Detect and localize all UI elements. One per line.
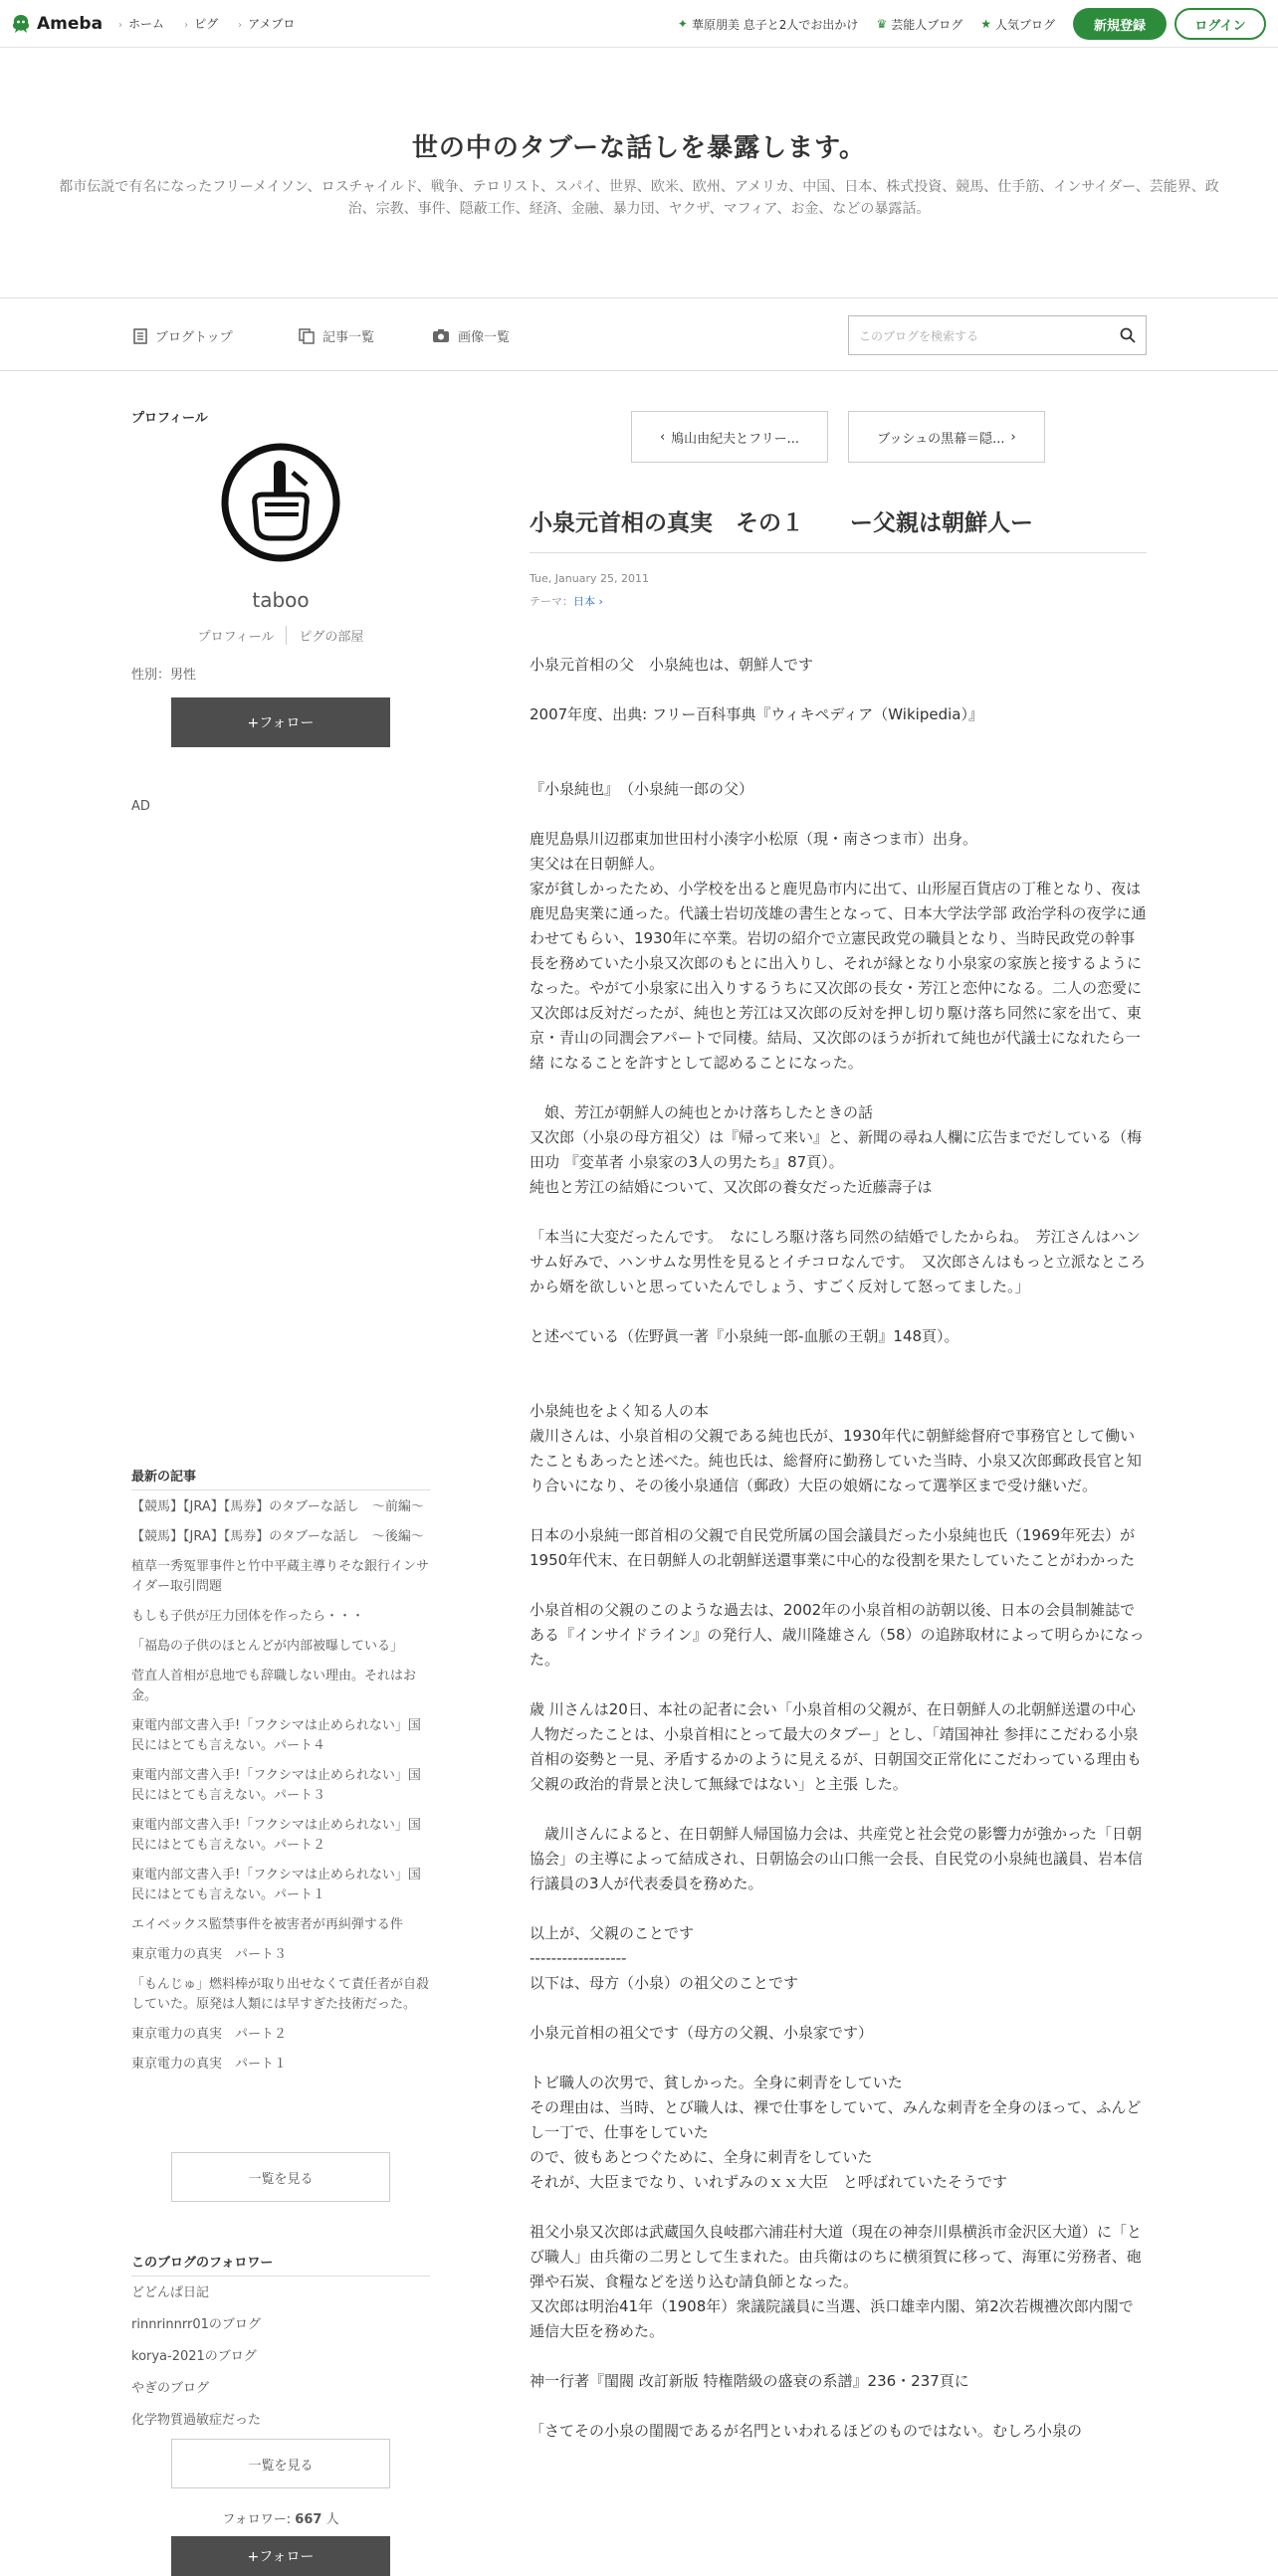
recent-see-all-button[interactable]: 一覧を見る <box>171 2152 390 2202</box>
entry-paragraph <box>530 678 1147 702</box>
recent-entries-list <box>131 1497 430 2084</box>
nav-ameblo[interactable]: › アメブロ <box>238 17 296 31</box>
entry-paragraph: 「さてその小泉の閨閥であるが名門といわれるほどのものではない。むしろ小泉の <box>530 2422 1083 2440</box>
blog-top-link[interactable]: ブログトップ <box>133 326 233 345</box>
entry-paragraph: 『小泉純也』 （小泉純一郎の父） <box>530 780 754 798</box>
entry-paragraph: 祖父小泉又次郎は武蔵国久良岐郡六浦荘村大道（現在の神奈川県横浜市金沢区大道）に「とび職人」由兵衛の二男として生まれた。由兵衛はのちに横須賀に移って、海軍に労務者、砲弾や石炭、食糧などを送り込む請負師となった。 <box>530 2223 1143 2290</box>
recent-entries-heading: 最新の記事 <box>131 1470 197 1485</box>
recent-entry-item[interactable]: 東京電力の真実 パート２ <box>131 2027 288 2042</box>
entry-paragraph: 実父は在日朝鮮人。 <box>530 855 665 873</box>
entry-paragraph: 小泉純也をよく知る人の本 <box>530 1402 710 1420</box>
entry-body <box>530 628 1147 2518</box>
recent-entry-item[interactable]: 東電内部文書入手!「フクシマは止められない」国民にはとても言えない。パート１ <box>131 1868 421 1902</box>
entry-paragraph <box>530 2046 1147 2071</box>
nav-home[interactable]: › ホーム <box>118 17 165 31</box>
blog-title[interactable]: 世の中のタブーな話しを暴露します。 <box>411 133 867 163</box>
follow-button-bottom[interactable]: +フォロー <box>171 2536 390 2576</box>
entry-paragraph: 又次郎は明治41年（1908年）衆議院議員に当選、浜口雄幸内閣、第2次若槻禮次郎内閣で逓信大臣を務めた。 <box>530 2297 1134 2340</box>
recent-entry-item[interactable]: 東電内部文書入手!「フクシマは止められない」国民にはとても言えない。パート２ <box>131 1818 421 1853</box>
crown-icon: ♛ <box>876 17 888 31</box>
entry-paragraph: と述べている（佐野眞一著『小泉純一郎-血脈の王朝』148頁）。 <box>530 1327 959 1345</box>
entry-paragraph <box>530 752 1147 777</box>
entry-paragraph <box>530 1076 1147 1100</box>
profile-name[interactable]: taboo <box>252 588 310 612</box>
copy-icon <box>299 328 315 344</box>
entry-paragraph <box>530 628 1147 653</box>
entry-paragraph <box>530 1797 1147 1822</box>
follower-item[interactable]: やぎのブログ <box>131 2381 210 2396</box>
profile-link[interactable]: プロフィール <box>197 630 275 645</box>
entry-paragraph: 娘、芳江が朝鮮人の純也とかけ落ちしたときの話 <box>530 1103 874 1121</box>
follow-button[interactable]: +フォロー <box>171 697 390 747</box>
global-nav <box>118 15 295 32</box>
profile-gender: 性別：男性 <box>131 668 197 683</box>
chevron-right-icon: › <box>118 20 123 31</box>
entry-paragraph <box>530 727 1147 752</box>
entry-paragraph: 以上が、父親のことです <box>530 1924 695 1942</box>
profile-heading: プロフィール <box>131 411 208 426</box>
ameba-logo-icon <box>10 13 32 35</box>
followers-see-all-button[interactable]: 一覧を見る <box>171 2439 390 2488</box>
next-entry-button[interactable]: ブッシュの黒幕＝隠... › <box>848 411 1045 463</box>
recent-entry-item[interactable]: 東電内部文書入手!「フクシマは止められない」国民にはとても言えない。パート３ <box>131 1768 421 1803</box>
entry-paragraph: トビ職人の次男で、貧しかった。全身に刺青をしていた <box>530 2074 903 2091</box>
follower-item[interactable]: 化学物質過敏症だった <box>131 2413 262 2428</box>
entry-title[interactable]: 小泉元首相の真実 その１ ー父親は朝鮮人ー <box>530 510 1033 536</box>
recent-entry-item[interactable]: エイベックス監禁事件を被害者が再糾弾する件 <box>131 1917 403 1932</box>
divider <box>131 2276 430 2277</box>
recent-entry-item[interactable]: 【競馬】【JRA】【馬券】のタブーな話し 〜後編〜 <box>131 1529 424 1544</box>
signup-button[interactable]: 新規登録 <box>1073 8 1167 40</box>
entry-paragraph: 神一行著『閨閥 改訂新版 特権階級の盛衰の系譜』236・237頁に <box>530 2372 969 2390</box>
popular-blog-link[interactable]: ★ 人気ブログ <box>980 17 1055 32</box>
entry-paragraph: 小泉元首相の父 小泉純也は、朝鮮人です <box>530 656 814 674</box>
search-icon[interactable] <box>1120 327 1136 343</box>
avatar[interactable] <box>221 443 340 562</box>
entry-theme: テーマ：日本 › <box>530 595 603 608</box>
camera-icon <box>432 328 450 343</box>
logo-text: Ameba <box>37 13 104 34</box>
global-right <box>678 8 1266 40</box>
prev-entry-button[interactable]: ‹ 鳩山由紀夫とフリー... <box>631 411 828 463</box>
entry-paragraph <box>530 1996 1147 2021</box>
nav-pigg[interactable]: › ピグ <box>184 17 219 31</box>
entry-paragraph: 歳川さんによると、在日朝鮮人帰国協力会は、共産党と社会党の影響力が強かった「日朝協会」の主導によって結成され、日朝協会の山口熊一会長、自民党の小泉純也議員、岩本信行議員の3人が代表委員を務めた。 <box>530 1825 1143 1892</box>
celebrity-blog-link[interactable]: ♛ 芸能人ブログ <box>876 17 963 32</box>
blog-nav <box>0 298 1278 371</box>
recent-entry-item[interactable]: 植草一秀冤罪事件と竹中平蔵主導りそな銀行インサイダー取引問題 <box>131 1559 430 1594</box>
followers-heading: このブログのフォロワー <box>131 2256 274 2271</box>
chevron-left-icon: ‹ <box>659 429 666 445</box>
follower-count-value: 667 <box>295 2512 322 2527</box>
entry-paragraph <box>530 1374 1147 1399</box>
entry-paragraph <box>530 2195 1147 2220</box>
ad-label: AD <box>131 799 150 814</box>
entry-paragraph: ------------------ <box>530 1949 627 1967</box>
follower-item[interactable]: どどんぱ日記 <box>131 2285 210 2300</box>
entry-list-link[interactable]: 記事一覧 <box>299 326 374 345</box>
entry-paragraph: ので、彼もあとつぐために、全身に刺青をしていた <box>530 2148 873 2166</box>
star-icon: ★ <box>980 17 991 31</box>
recent-entry-item[interactable]: 東京電力の真実 パート３ <box>131 1947 288 1962</box>
chevron-right-icon: › <box>184 20 189 31</box>
divider <box>131 1489 430 1490</box>
follower-item[interactable]: korya-2021のブログ <box>131 2349 257 2364</box>
entry-paragraph <box>530 2344 1147 2369</box>
theme-link[interactable]: 日本 <box>573 595 595 608</box>
entry-paragraph <box>530 1498 1147 1523</box>
entry-paragraph: それが、大臣までなり、いれずみのｘｘ大臣 と呼ばれていたそうです <box>530 2173 1008 2191</box>
document-icon <box>133 328 147 344</box>
entry-paragraph <box>530 1896 1147 1921</box>
entry-paragraph: 「本当に大変だったんです。 なにしろ駆け落ち同然の結婚でしたからね。 芳江さんはハンサム好みで、ハンサムな男性を見るとイチコロなんです。 又次郎さんはもっと立派なところから婿を欲しいと思っていたんでしょう、すごく反対して怒ってました。」 <box>530 1228 1146 1295</box>
image-list-link[interactable]: 画像一覧 <box>432 326 510 345</box>
entry-paragraph: 純也と芳江の結婚について、又次郎の養女だった近藤壽子は <box>530 1178 933 1196</box>
sparkle-icon: ✦ <box>677 17 688 31</box>
follower-item[interactable]: rinnrinnrr01のブログ <box>131 2317 261 2332</box>
pigg-room-link[interactable]: ピグの部屋 <box>286 626 375 645</box>
entry-paragraph: 歳川さんは、小泉首相の父親である純也氏が、1930年代に朝鮮総督府で事務官として働いたこともあったと述べた。純也氏は、総督府に勤務していた当時、小泉又次郎郵政長官と知り合いになり、その後小泉通信（郵政）大臣の娘婿になって選挙区まで受け継いだ。 <box>530 1427 1142 1494</box>
entry-paragraph: 家が貧しかったため、小学校を出ると鹿児島市内に出て、山形屋百貨店の丁稚となり、夜は鹿児島実業に通った。代議士岩切茂雄の書生となって、日本大学法学部 政治学科の夜学に通わせてもらい、1930年に卒業。岩切の紹介で立憲民政党の職員となり、当時民政党の幹事長を務めていた小泉又次郎のもとに出入りし、それが縁となり小泉家の家族と接するようになった。やがて小泉家に出入りするうちに又次郎の長女・芳江と恋仲になる。二人の恋愛に又次郎は反対だったが、純也と芳江は又次郎の反対を押し切り駆け落ち同然に家を出て、東京・青山の同潤会アパートで同棲。結局、又次郎のほうが折れて純也が代議士になれたら一緒 になることを許すとして認めることになった。 <box>530 880 1147 1072</box>
chevron-right-icon: › <box>595 595 603 608</box>
entry-paragraph: 小泉首相の父親のこのような過去は、2002年の小泉首相の訪朝以後、日本の会員制雑誌である『インサイドライン』の発行人、歳川隆雄さん（58）の追跡取材によって明らかになった。 <box>530 1601 1145 1669</box>
followers-list <box>131 2283 430 2443</box>
chevron-right-icon: › <box>1010 429 1016 445</box>
trending-link[interactable]: ✦ 華原朋美 息子と2人でお出かけ <box>677 17 859 32</box>
blog-header <box>0 48 1278 298</box>
global-header <box>0 0 1278 48</box>
divider <box>530 552 1147 553</box>
recent-entry-item[interactable]: 「福島の子供のほとんどが内部被曝している」 <box>131 1639 404 1654</box>
content-wrap <box>0 371 1278 2565</box>
entry-paragraph: 又次郎（小泉の母方祖父）は『帰って来い』と、新聞の尋ね人欄に広告までだしている（梅田功 『変革者 小泉家の3人の男たち』87頁）。 <box>530 1128 1143 1171</box>
entry-paragraph: 日本の小泉純一郎首相の父親で自民党所属の国会議員だった小泉純也氏（1969年死去）が1950年代末、在日朝鮮人の北朝鮮送還事業に中心的な役割を果たしていたことがわかった <box>530 1526 1136 1569</box>
blog-search-input[interactable]: このブログを検索する <box>848 315 1147 355</box>
login-button[interactable]: ログイン <box>1174 8 1266 40</box>
recent-entry-item[interactable]: 「もんじゅ」燃料棒が取り出せなくて責任者が自殺していた。原発は人類には早すぎた技術だった。 <box>131 1977 430 2012</box>
entry-paragraph: 歳 川さんは20日、本社の記者に会い「小泉首相の父親が、在日朝鮮人の北朝鮮送還の中心人物だったことは、小泉首相にとって最大のタブー」とし、「靖国神社 参拝にこだわる小泉首相の姿勢と一見、矛盾するかのように見えるが、日朝国交正常化にこだわっている理由も父親の政治的背景と決して無縁ではない」と主張 した。 <box>530 1700 1142 1793</box>
entry-paragraph: その理由は、当時、とび職人は、裸で仕事をしていて、みんな刺青を全身のほって、ふんどし一丁で、仕事をしていた <box>530 2098 1142 2141</box>
entry-paragraph <box>530 1349 1147 1374</box>
entry-paragraph: 鹿児島県川辺郡東加世田村小湊字小松原（現・南さつま市）出身。 <box>530 830 978 848</box>
profile-links <box>131 626 430 645</box>
entry-paragraph <box>530 2394 1147 2419</box>
recent-entry-item[interactable]: 【競馬】【JRA】【馬券】のタブーな話し 〜前編〜 <box>131 1499 424 1514</box>
entry-paragraph: 小泉元首相の祖父です（母方の父親、小泉家です） <box>530 2024 874 2042</box>
entry-date: Tue, January 25, 2011 <box>530 572 649 585</box>
recent-entry-item[interactable]: 東電内部文書入手!「フクシマは止められない」国民にはとても言えない。パート４ <box>131 1718 421 1753</box>
recent-entry-item[interactable]: 菅直人首相が息地でも辞職しない理由。それはお金。 <box>131 1669 417 1703</box>
entry-paragraph: 以下は、母方（小泉）の祖父のことです <box>530 1974 799 1992</box>
chevron-right-icon: › <box>238 20 243 31</box>
entry-paragraph: 2007年度、出典: フリー百科事典『ウィキペディア（Wikipedia）』 <box>530 705 983 723</box>
recent-entry-item[interactable]: もしも子供が圧力団体を作ったら・・・ <box>131 1609 365 1624</box>
entry-paragraph <box>530 1200 1147 1225</box>
entry-paragraph <box>530 1673 1147 1697</box>
entry-paragraph <box>530 802 1147 827</box>
recent-entry-item[interactable]: 東京電力の真実 パート１ <box>131 2057 288 2072</box>
entry-paragraph <box>530 1299 1147 1324</box>
blog-description: 都市伝説で有名になったフリーメイソン、ロスチャイルド、戦争、テロリスト、スパイ、世界、欧米、欧州、アメリカ、中国、日本、株式投資、競馬、仕手筋、インサイダー、芸能界、政治、宗教、事件、隠蔽工作、経済、金融、暴力団、ヤクザ、マフィア、お金、などの暴露話。 <box>59 179 1219 217</box>
ameba-logo[interactable] <box>10 13 103 35</box>
follower-count: フォロワー: 667 人 <box>222 2512 339 2527</box>
entry-paragraph <box>530 1573 1147 1598</box>
